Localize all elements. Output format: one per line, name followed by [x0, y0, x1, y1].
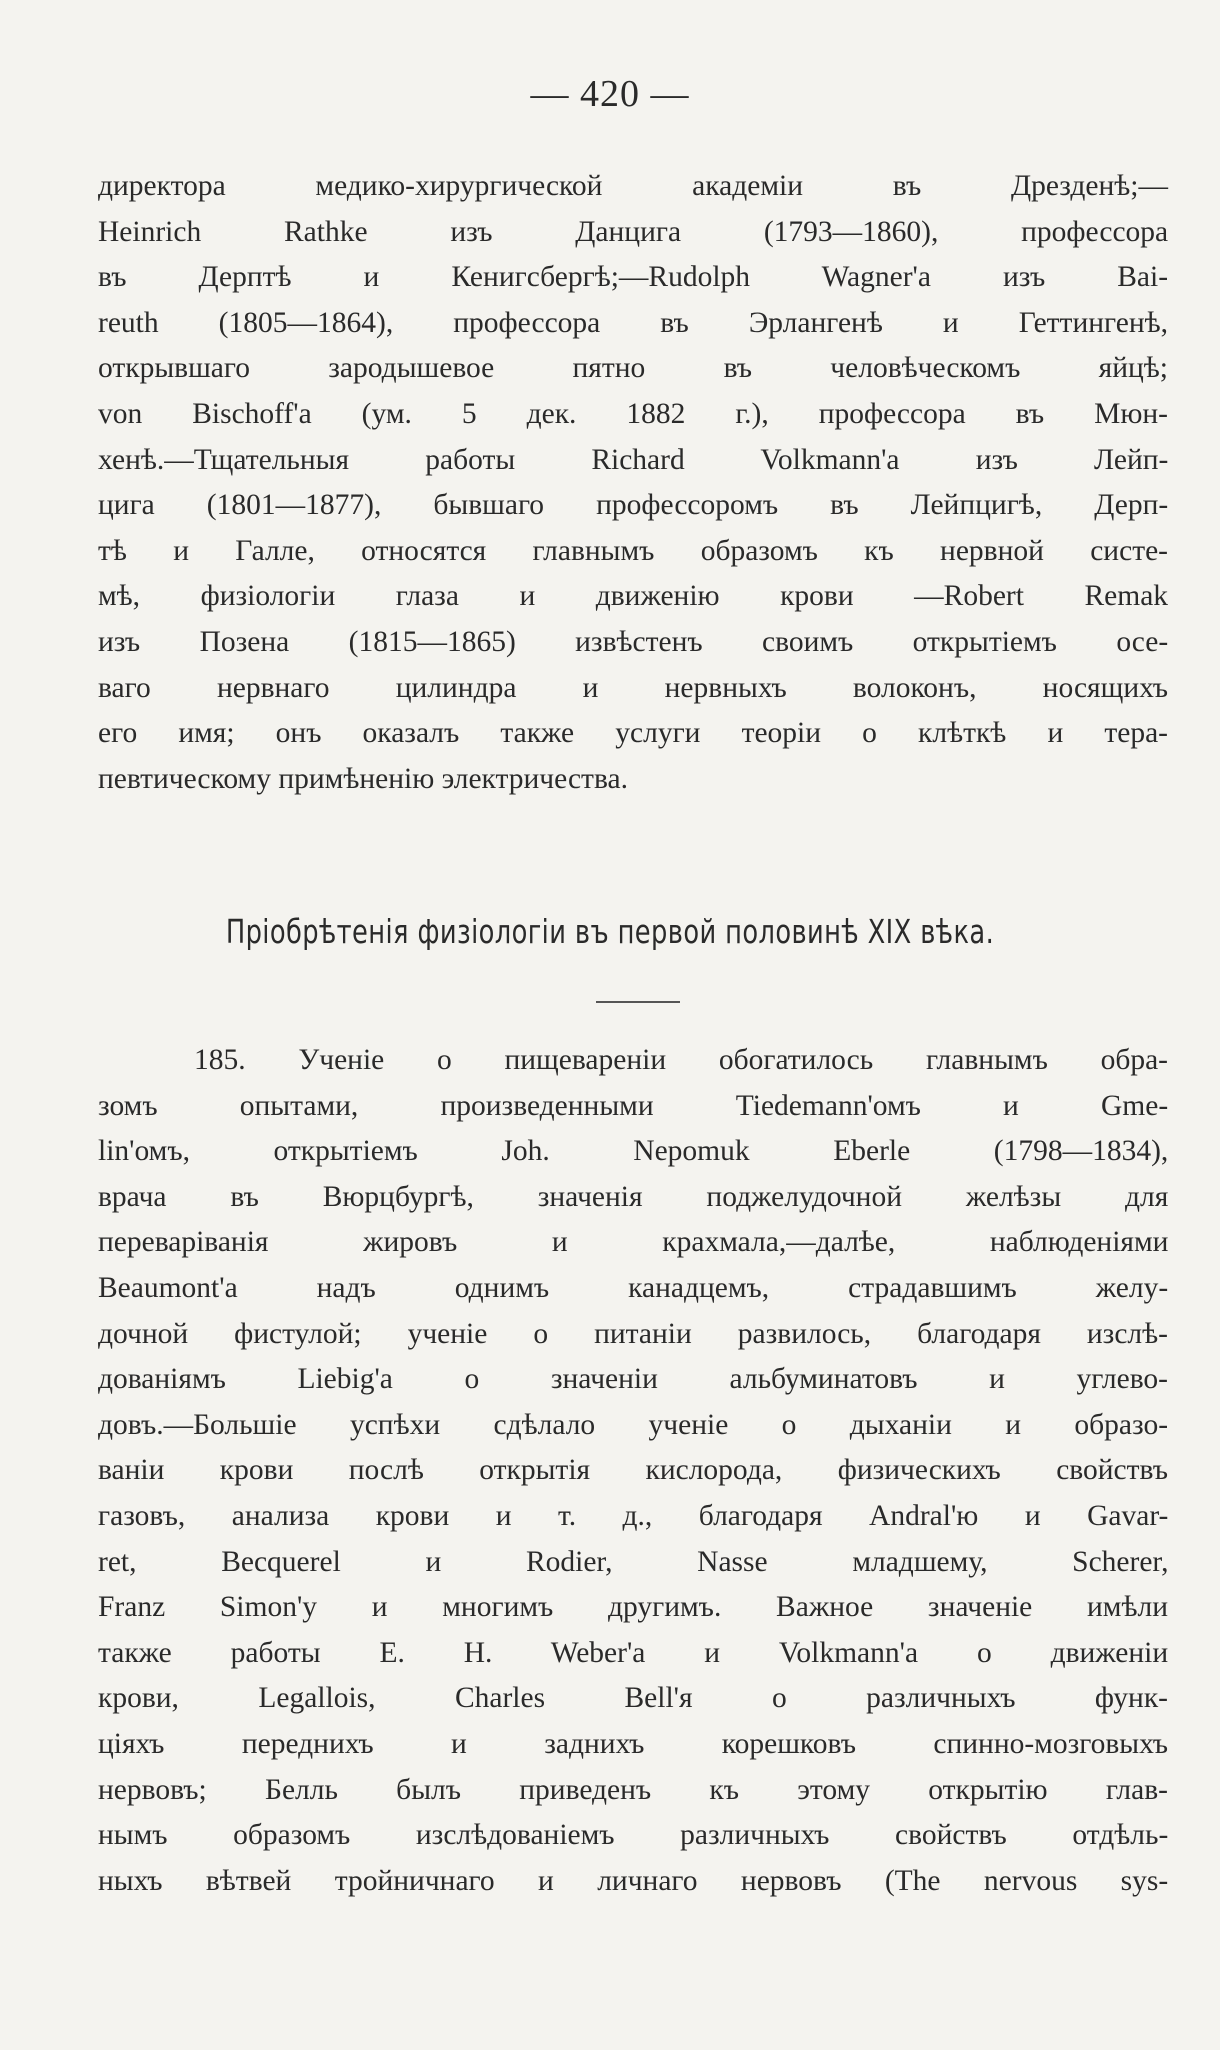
text-line: ваго нервнаго цилиндра и нервныхъ волоконъ, носящихъ [98, 671, 1168, 704]
divider [596, 1001, 680, 1003]
text-line: мѣ, физіологіи глаза и движенію крови —Robert Remak [98, 580, 1169, 613]
text-line: lin'омъ, открытіемъ Joh. Nepomuk Eberle (1798—1834), [98, 1135, 1169, 1168]
text-line: Heinrich Rathke изъ Данцига (1793—1860), профессора [98, 215, 1169, 248]
text-line: директора медико-хирургической академіи въ Дрезденѣ;— [98, 170, 1168, 202]
text-line: хенѣ.—Тщательныя работы Richard Volkmann'а изъ Лейп- [98, 443, 1169, 476]
text-line: reuth (1805—1864), профессора въ Эрлангенѣ и Геттингенѣ, [98, 306, 1168, 339]
text-line: цига (1801—1877), бывшаго профессоромъ въ Лейпцигѣ, Дерп- [98, 489, 1169, 522]
text-line: 185. Ученіе о пищевареніи обогатилось главнымъ обра- [194, 1044, 1168, 1076]
text-line: зомъ опытами, произведенными Tiedemann'омъ и Gme- [98, 1089, 1169, 1122]
text-line: нервовъ; Белль былъ приведенъ къ этому открытію глав- [98, 1773, 1168, 1806]
text-line: крови, Legallois, Charles Bell'я о различныхъ функ- [98, 1682, 1168, 1715]
text-line: его имя; онъ оказалъ также услуги теоріи о клѣткѣ и тера- [98, 717, 1168, 750]
text-line: изъ Позена (1815—1865) извѣстенъ своимъ открытіемъ осе- [98, 625, 1169, 658]
paragraph-1 [98, 164, 1168, 802]
text-line: нымъ образомъ изслѣдованіемъ различныхъ свойствъ отдѣль- [98, 1819, 1169, 1852]
text-line: дованіямъ Liebig'а о значеніи альбуминатовъ и углево- [98, 1363, 1168, 1396]
text-line: также работы E. H. Weber'а и Volkmann'а о движеніи [98, 1636, 1169, 1669]
text-line: ret, Becquerel и Rodier, Nasse младшему, Scherer, [98, 1545, 1169, 1578]
text-line: довъ.—Большіе успѣхи сдѣлало ученіе о дыханіи и образо- [98, 1408, 1169, 1441]
text-line: ныхъ вѣтвей тройничнаго и личнаго нервовъ (The nervous sys- [98, 1864, 1169, 1897]
text-line: von Bischoff'а (ум. 5 дек. 1882 г.), профессора въ Мюн- [98, 397, 1168, 430]
text-line: певтическому примѣненію электричества. [98, 762, 628, 795]
text-line: Franz Simon'у и многимъ другимъ. Важное значеніе имѣли [98, 1591, 1168, 1624]
text-line: врача въ Вюрцбургѣ, значенія поджелудочной желѣзы для [98, 1180, 1169, 1213]
text-line: дочной фистулой; ученіе о питаніи развилось, благодаря изслѣ- [98, 1317, 1168, 1350]
paragraph-2 [98, 1038, 1168, 1904]
section-heading: Пріобрѣтенія физіологіи въ первой половинѣ XIX вѣка. [225, 912, 995, 951]
text-line: ціяхъ переднихъ и заднихъ корешковъ спинно-мозговыхъ [98, 1727, 1168, 1760]
page-number: — 420 — [530, 73, 690, 115]
text-line: переваріванія жировъ и крахмала,—далѣе, наблюденіями [98, 1226, 1169, 1259]
text-line: въ Дерптѣ и Кенигсбергѣ;—Rudolph Wagner'а изъ Bai- [98, 261, 1169, 294]
text-line: ваніи крови послѣ открытія кислорода, физическихъ свойствъ [98, 1454, 1168, 1487]
text-line: открывшаго зародышевое пятно въ человѣческомъ яйцѣ; [98, 352, 1168, 385]
text-line: Beaumont'а надъ однимъ канадцемъ, страдавшимъ желу- [98, 1271, 1169, 1304]
text-line: тѣ и Галле, относятся главнымъ образомъ къ нервной систе- [98, 534, 1168, 567]
text-line: газовъ, анализа крови и т. д., благодаря Andral'ю и Gavar- [98, 1499, 1169, 1532]
